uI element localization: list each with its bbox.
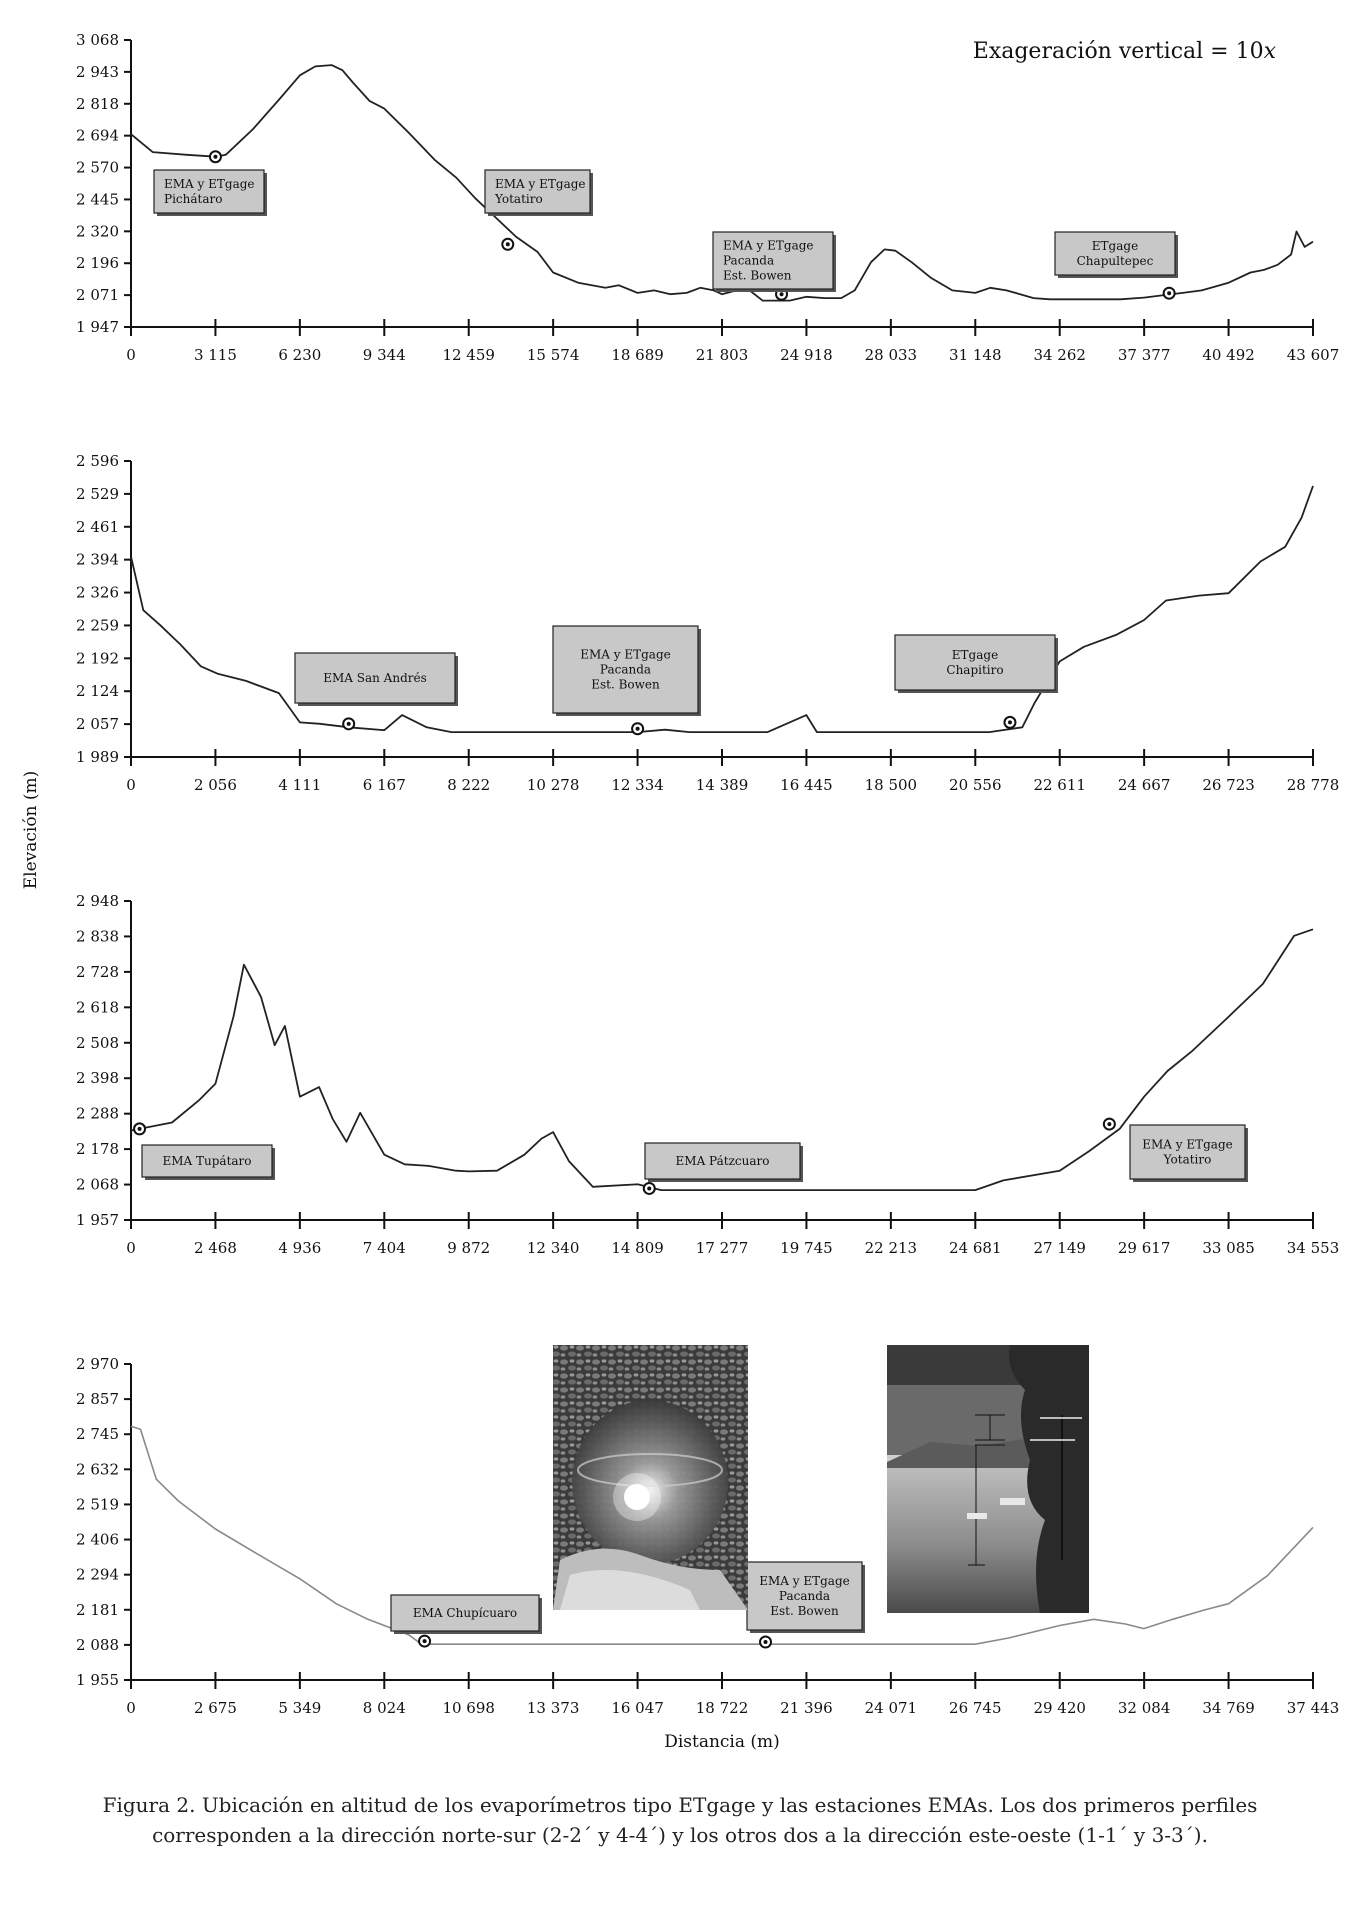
x-tick-label: 43 607	[1286, 346, 1340, 364]
callout-label: EMA y ETgage	[580, 647, 671, 662]
y-tick-label: 2 508	[76, 1033, 119, 1052]
x-tick-label: 33 085	[1202, 1239, 1255, 1257]
callout-label: EMA y ETgage	[1142, 1137, 1233, 1152]
x-tick-label: 6 167	[362, 776, 406, 794]
x-tick-label: 21 803	[695, 346, 749, 364]
x-tick-label: 31 148	[949, 346, 1002, 364]
y-tick-label: 2 694	[76, 126, 119, 145]
y-tick-label: 2 088	[76, 1635, 119, 1654]
y-tick-label: 2 948	[76, 892, 119, 910]
y-tick-label: 1 955	[76, 1671, 119, 1689]
y-tick-label: 2 519	[76, 1495, 119, 1514]
y-tick-label: 2 068	[76, 1175, 119, 1194]
x-tick-label: 12 334	[611, 776, 664, 794]
x-tick-label: 15 574	[526, 346, 580, 364]
station-marker-dot	[213, 155, 217, 159]
vertical-exaggeration-note	[973, 39, 1277, 64]
callout-label: EMA y ETgage	[759, 1574, 850, 1588]
x-tick-label: 14 809	[611, 1239, 664, 1257]
x-tick-label: 10 278	[526, 776, 580, 794]
y-tick-label: 2 057	[76, 715, 119, 734]
x-tick-label: 7 404	[362, 1239, 406, 1257]
x-tick-label: 24 667	[1117, 776, 1171, 794]
y-tick-label: 1 947	[76, 318, 119, 336]
x-tick-label: 34 262	[1033, 346, 1086, 364]
y-tick-label: 1 989	[76, 748, 119, 766]
callout-label: EMA San Andrés	[323, 671, 427, 685]
y-tick-label: 2 394	[76, 550, 119, 569]
x-tick-label: 34 553	[1286, 1239, 1340, 1257]
y-tick-label: 2 461	[76, 517, 119, 536]
callout-label: Yotatiro	[1163, 1152, 1212, 1167]
x-tick-label: 22 213	[864, 1239, 918, 1257]
x-tick-label: 0	[126, 1699, 136, 1717]
y-tick-label: 2 596	[76, 452, 119, 470]
callout-label: Chapultepec	[1076, 254, 1154, 268]
x-tick-label: 24 681	[949, 1239, 1002, 1257]
x-tick-label: 34 769	[1202, 1699, 1255, 1717]
x-tick-label: 2 675	[193, 1699, 237, 1717]
station-marker-dot	[138, 1127, 142, 1131]
callout-label: Pacanda	[778, 1589, 831, 1603]
x-tick-label: 18 722	[695, 1699, 749, 1717]
callout-label: Yotatiro	[495, 192, 543, 206]
exaggeration-label: Exageración vertical = 10	[972, 39, 1264, 64]
y-tick-label: 2 196	[76, 254, 119, 273]
y-tick-label: 2 618	[76, 998, 119, 1017]
x-tick-label: 12 459	[442, 346, 495, 364]
callout-label: Pichátaro	[164, 192, 223, 206]
profile-panel-3	[76, 892, 1339, 1257]
y-tick-label: 2 818	[76, 94, 119, 113]
callout-label: Chapitiro	[946, 663, 1004, 677]
x-tick-label: 29 420	[1033, 1699, 1086, 1717]
x-axis-title: Distancia (m)	[664, 1732, 780, 1752]
y-tick-label: 2 326	[76, 583, 119, 602]
x-tick-label: 32 084	[1117, 1699, 1171, 1717]
x-tick-label: 21 396	[780, 1699, 833, 1717]
y-tick-label: 2 445	[76, 190, 119, 209]
y-tick-label: 2 406	[76, 1530, 119, 1549]
x-tick-label: 9 872	[447, 1239, 491, 1257]
callout-label: EMA y ETgage	[495, 177, 586, 191]
callout-label: Est. Bowen	[591, 677, 660, 692]
x-tick-label: 18 689	[611, 346, 664, 364]
x-tick-label: 5 349	[278, 1699, 322, 1717]
station-marker-dot	[1008, 720, 1012, 724]
station-marker-dot	[780, 292, 784, 296]
x-tick-label: 4 936	[278, 1239, 322, 1257]
callout-label: ETgage	[951, 648, 999, 662]
callout-label: Est. Bowen	[770, 1604, 839, 1618]
x-tick-label: 17 277	[695, 1239, 749, 1257]
x-tick-label: 0	[126, 1239, 136, 1257]
y-tick-label: 2 288	[76, 1104, 119, 1123]
y-tick-label: 2 570	[76, 158, 119, 177]
station-marker-dot	[647, 1186, 651, 1190]
y-tick-label: 2 838	[76, 927, 119, 946]
callout-label: EMA Pátzcuaro	[675, 1154, 770, 1168]
y-tick-label: 3 068	[76, 31, 119, 49]
x-tick-label: 24 918	[780, 346, 833, 364]
x-tick-label: 6 230	[278, 346, 322, 364]
callout-label: EMA Tupátaro	[162, 1154, 252, 1168]
x-tick-label: 16 445	[780, 776, 833, 794]
x-tick-label: 22 611	[1033, 776, 1086, 794]
x-tick-label: 26 745	[949, 1699, 1002, 1717]
y-tick-label: 2 632	[76, 1460, 119, 1479]
y-tick-label: 2 320	[76, 222, 119, 241]
station-marker-dot	[506, 242, 510, 246]
x-tick-label: 13 373	[526, 1699, 580, 1717]
x-tick-label: 4 111	[278, 776, 322, 794]
callout-label: EMA Chupícuaro	[412, 1606, 518, 1620]
x-tick-label: 18 500	[864, 776, 918, 794]
x-tick-label: 8 222	[447, 776, 491, 794]
x-tick-label: 12 340	[526, 1239, 580, 1257]
y-tick-label: 2 071	[76, 286, 119, 305]
exaggeration-variable: x	[1263, 39, 1276, 64]
y-tick-label: 2 943	[76, 62, 119, 81]
profile-panel-2	[76, 452, 1339, 794]
y-tick-label: 1 957	[76, 1211, 119, 1229]
y-tick-label: 2 398	[76, 1069, 119, 1088]
x-tick-label: 37 377	[1117, 346, 1171, 364]
x-tick-label: 2 056	[193, 776, 237, 794]
x-tick-label: 16 047	[611, 1699, 664, 1717]
x-tick-label: 26 723	[1202, 776, 1255, 794]
x-tick-label: 27 149	[1033, 1239, 1086, 1257]
callout-label: Pacanda	[723, 253, 775, 268]
station-marker-dot	[423, 1639, 427, 1643]
station-marker-dot	[636, 727, 640, 731]
y-tick-label: 2 192	[76, 649, 119, 668]
station-marker-dot	[1167, 291, 1171, 295]
profile-panel-1	[76, 31, 1339, 364]
x-tick-label: 28 033	[864, 346, 918, 364]
y-tick-label: 2 745	[76, 1425, 119, 1444]
x-tick-label: 28 778	[1286, 776, 1340, 794]
station-photo	[887, 1345, 1089, 1613]
y-tick-label: 2 857	[76, 1390, 119, 1409]
y-tick-label: 2 970	[76, 1355, 119, 1373]
y-tick-label: 2 181	[76, 1600, 119, 1619]
x-tick-label: 10 698	[442, 1699, 495, 1717]
y-tick-label: 2 294	[76, 1565, 119, 1584]
callout-label: Pacanda	[599, 662, 652, 677]
callout-label: EMA y ETgage	[164, 177, 255, 191]
figure-caption	[40, 1790, 1320, 1850]
x-tick-label: 3 115	[193, 346, 237, 364]
x-tick-label: 0	[126, 346, 136, 364]
x-tick-label: 19 745	[780, 1239, 833, 1257]
x-tick-label: 37 443	[1286, 1699, 1340, 1717]
station-marker-dot	[347, 722, 351, 726]
y-tick-label: 2 259	[76, 616, 119, 635]
callout-label: Est. Bowen	[723, 268, 792, 283]
callout-label: EMA y ETgage	[723, 238, 814, 253]
x-tick-label: 29 617	[1117, 1239, 1171, 1257]
x-tick-label: 24 071	[864, 1699, 918, 1717]
x-tick-label: 20 556	[949, 776, 1002, 794]
y-tick-label: 2 124	[76, 682, 119, 701]
x-tick-label: 2 468	[193, 1239, 237, 1257]
x-tick-label: 9 344	[362, 346, 406, 364]
x-tick-label: 40 492	[1202, 346, 1255, 364]
x-tick-label: 0	[126, 776, 136, 794]
y-tick-label: 2 728	[76, 962, 119, 981]
y-tick-label: 2 529	[76, 484, 119, 503]
station-marker-dot	[764, 1640, 768, 1644]
callout-label: ETgage	[1091, 239, 1139, 253]
x-tick-label: 8 024	[362, 1699, 406, 1717]
y-tick-label: 2 178	[76, 1140, 119, 1159]
caption-line-1: Figura 2. Ubicación en altitud de los evaporímetros tipo ETgage y las estaciones EMAs. Los dos primeros perfiles	[102, 1793, 1258, 1817]
y-axis-title: Elevación (m)	[21, 770, 41, 890]
caption-line-2: corresponden a la dirección norte-sur (2-2´ y 4-4´) y los otros dos a la dirección este-oeste (1-1´ y 3-3´).	[152, 1823, 1208, 1847]
etgage-photo	[553, 1345, 748, 1610]
station-marker-dot	[1107, 1122, 1111, 1126]
x-tick-label: 14 389	[695, 776, 749, 794]
